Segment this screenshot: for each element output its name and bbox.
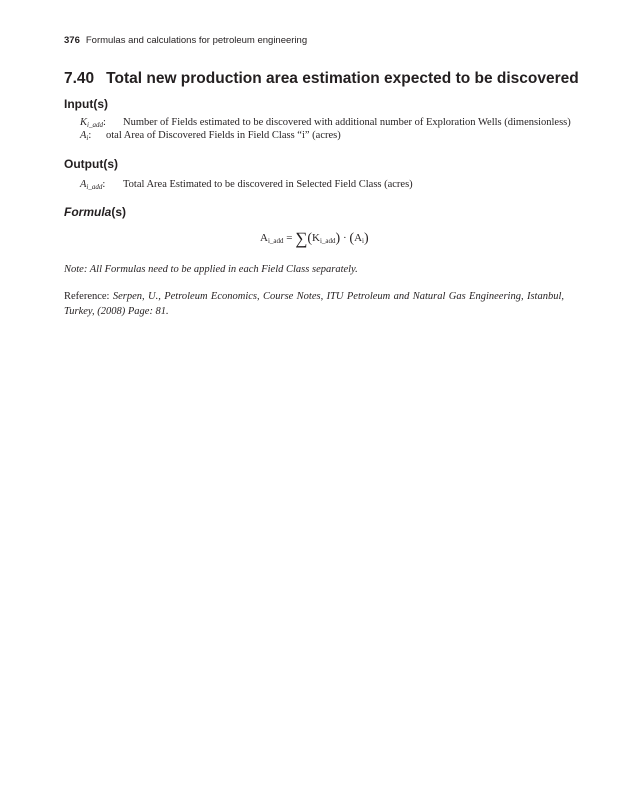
input-item-k: $K_{i\_add}$: — [80, 117, 106, 129]
reference-citation: Serpen, U., Petroleum Economics, Course Notes, ITU Petroleum and Natural Gas Engineering, Istanbul, Turkey, (2008) Page: 81. — [64, 291, 564, 317]
output-description-a-add: Total Area Estimated to be discovered in Selected Field Class (acres) — [123, 179, 413, 190]
reference-label: Reference: — [64, 291, 110, 302]
input-symbol-a: $A_i$ — [80, 130, 89, 142]
formula-equation: $A_{i\_add} = \sum(K_{i\_add}) \cdot (A_i)$ — [260, 229, 369, 248]
input-description-a: otal Area of Discovered Fields in Field Class “i” (acres) — [106, 130, 341, 141]
formula-note: Note: All Formulas need to be applied in each Field Class separately. — [64, 264, 358, 275]
running-head — [64, 35, 307, 46]
input-symbol-k: $K_{i\_add}$ — [80, 117, 103, 129]
book-title: Formulas and calculations for petroleum engineering — [85, 35, 308, 46]
input-description-k: Number of Fields estimated to be discovered with additional number of Exploration Wells (dimensionless) — [123, 117, 571, 128]
section-heading — [64, 70, 579, 88]
page-number: 376 — [64, 35, 80, 46]
outputs-heading: Output(s) — [64, 157, 118, 171]
input-item-a: $A_i$: — [80, 130, 92, 142]
section-title: Total new production area estimation expected to be discovered — [106, 70, 579, 87]
summation-symbol: ∑ — [295, 229, 308, 248]
formula-heading: Formula(s) — [64, 205, 127, 219]
output-symbol-a-add: $A_{i\_add}$ — [80, 179, 103, 191]
inputs-heading: Input(s) — [64, 97, 108, 111]
reference — [64, 289, 564, 319]
section-number: 7.40 — [64, 70, 95, 87]
output-item-a-add: $A_{i\_add}$: — [80, 179, 106, 191]
